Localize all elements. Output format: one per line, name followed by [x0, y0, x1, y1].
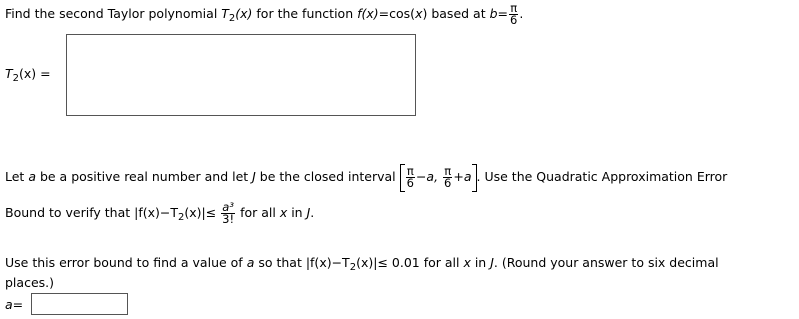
pi-over-6-fraction: $\frac{\pi}{6}$ [510, 1, 518, 27]
a-label: a= [5, 297, 24, 312]
question-3-line-1: Use this error bound to find a value of a so that $|f(x)-T_2(x)|\le 0.01$ for all x in J. (Round your answer to six decimal [5, 255, 719, 273]
a-answer-field[interactable] [31, 293, 128, 315]
error-bound-fraction: $\frac{\text{a³}}{3!}$ [222, 200, 235, 226]
t2-label: $T_2(x)$ = [5, 66, 51, 84]
question-3-line-2: places.) [5, 275, 54, 290]
interval-left-fraction: $\frac{\pi}{6}$ [406, 164, 414, 190]
left-bracket [400, 164, 405, 192]
question-2-line-1: Let a be a positive real number and let J be the closed interval $\frac{\pi}{6}$ −a, $\frac{\pi}{6}$ +a . Use the Quadratic Approximation Error [5, 164, 728, 190]
interval-right-fraction: $\frac{\pi}{6}$ [444, 164, 452, 190]
t2-answer-field[interactable] [66, 34, 416, 116]
question-2-line-2: Bound to verify that $|f(x)-T_2(x)|\le$ $\frac{\text{a³}}{3!}$ for all x in J. [5, 200, 315, 226]
question-1-text: Find the second Taylor polynomial $T_2(x)$ for the function f(x)=cos(x) based at b= $\frac{\pi}{6}$ . [5, 1, 524, 27]
